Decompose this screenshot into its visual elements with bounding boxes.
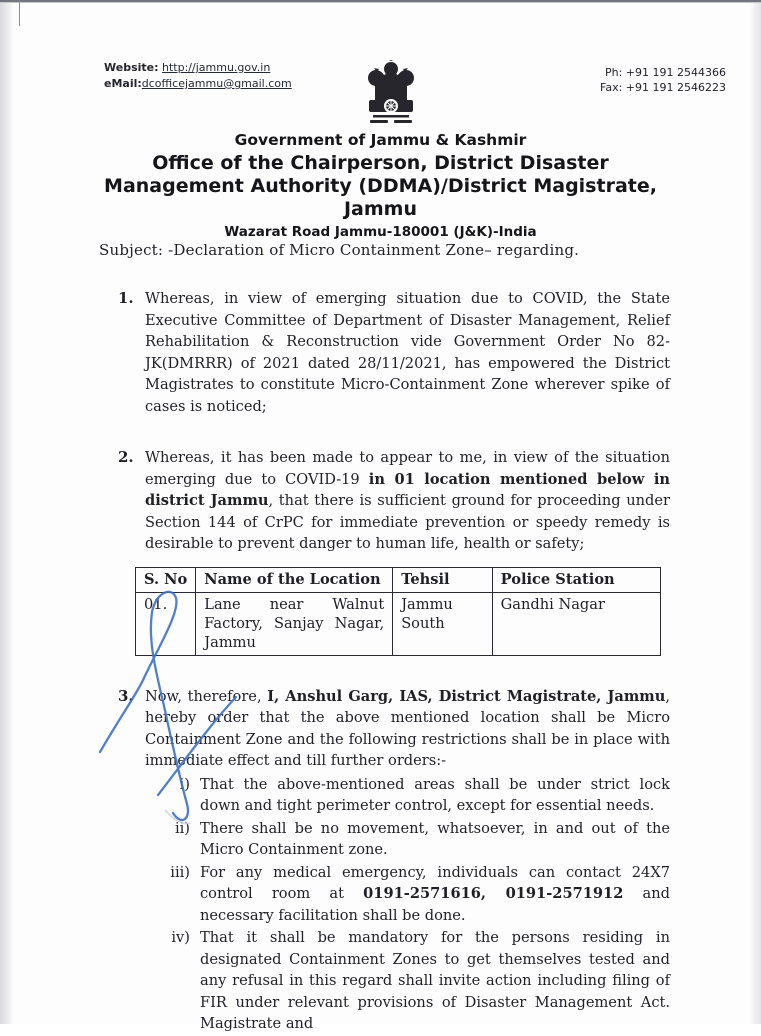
website-link[interactable]: http://jammu.gov.in: [162, 61, 271, 74]
scan-artifact: [19, 0, 20, 26]
clause-3: [118, 686, 670, 772]
office-address: Wazarat Road Jammu-180001 (J&K)-India: [224, 224, 537, 240]
cell-sno: 01.: [136, 592, 196, 655]
clause-1: [118, 288, 670, 417]
col-header-location: Name of the Location: [196, 567, 393, 592]
government-title: Government of Jammu & Kashmir: [234, 131, 527, 149]
restriction-iv-text: That it shall be mandatory for the persons residing in designated Containment Zones to get themselves tested and any refusal in this regard shall invite action including filing of FIR under relevant provisions of Disaster Management Act. Magistrate and: [200, 929, 670, 1032]
office-title: Office of the Chairperson, District Disaster Management Authority (DDMA)/District Magistrate, Jammu: [104, 152, 657, 220]
phone-line: Ph: +91 191 2544366: [605, 66, 726, 79]
photo-edge-top-light: [0, 2, 761, 3]
restriction-item-iv: [170, 927, 670, 1035]
col-header-tehsil: Tehsil: [393, 567, 492, 592]
email-link[interactable]: dcofficejammu@gmail.com: [141, 77, 292, 90]
email-label: eMail:: [104, 77, 142, 90]
email-line: [104, 76, 292, 92]
order-body: [118, 288, 670, 1036]
subject-line: Subject: -Declaration of Micro Containment Zone– regarding.: [99, 241, 580, 259]
phone-block: [600, 60, 726, 95]
clause-1-number: 1.: [118, 289, 134, 307]
clause-2-text: Whereas, it has been made to appear to me, in view of the situation emerging due to COVID-19 in 01 location mentioned below in district Jammu, that there is sufficient ground for proceeding under Section 144 of CrPC for immediate prevention or speedy remedy is desirable to prevent danger to human life, health or safety;: [145, 449, 670, 552]
restriction-iii-label: iii): [170, 863, 190, 881]
letterhead-headings: [0, 130, 761, 241]
ashoka-emblem-icon: [353, 60, 429, 132]
cell-police-station: Gandhi Nagar: [492, 592, 660, 655]
col-header-sno: S. No: [136, 567, 196, 592]
clause-2-number: 2.: [118, 448, 134, 466]
restriction-item-i: [170, 774, 670, 817]
clause-2: [118, 447, 670, 555]
restriction-item-ii: [170, 818, 670, 861]
restriction-item-iii: [170, 862, 670, 927]
restriction-ii-text: There shall be no movement, whatsoever, in and out of the Micro Containment zone.: [200, 819, 670, 858]
restriction-iii-text: For any medical emergency, individuals can contact 24X7 control room at 0191-2571616, 0191-2571912 and necessary facilitation shall be done.: [200, 863, 670, 924]
restrictions-list: [118, 774, 670, 1035]
website-line: [104, 60, 292, 76]
restriction-i-text: That the above-mentioned areas shall be under strict lock down and tight perimeter control, except for essential needs.: [200, 775, 670, 814]
clause-3-number: 3.: [118, 686, 134, 705]
contact-block: [104, 60, 292, 92]
cell-location: Lane near Walnut Factory, Sanjay Nagar, Jammu: [196, 592, 393, 655]
restriction-ii-label: ii): [174, 819, 190, 837]
website-label: Website:: [104, 61, 159, 74]
restriction-iv-label: iv): [171, 929, 190, 946]
containment-zone-table: [135, 567, 661, 656]
fax-line: Fax: +91 191 2546223: [600, 81, 726, 94]
col-header-police-station: Police Station: [492, 567, 660, 592]
clause-1-text: Whereas, in view of emerging situation due to COVID, the State Executive Committee of Department of Disaster Management, Relief Rehabilitation & Reconstruction vide Government Order No 82-JK(DMRRR) of 2021 dated 28/11/2021, has empowered the District Magistrates to constitute Micro-Containment Zone wherever spike of cases is noticed;: [145, 290, 670, 415]
table-row: [136, 592, 661, 655]
restriction-i-label: i): [179, 775, 190, 793]
table-header-row: [136, 567, 661, 592]
clause-3-text: Now, therefore, I, Anshul Garg, IAS, District Magistrate, Jammu, hereby order that the above mentioned location shall be Micro Containment Zone and the following restrictions shall be in place with immediate effect and till further orders:-: [145, 687, 671, 769]
cell-tehsil: Jammu South: [393, 592, 492, 655]
